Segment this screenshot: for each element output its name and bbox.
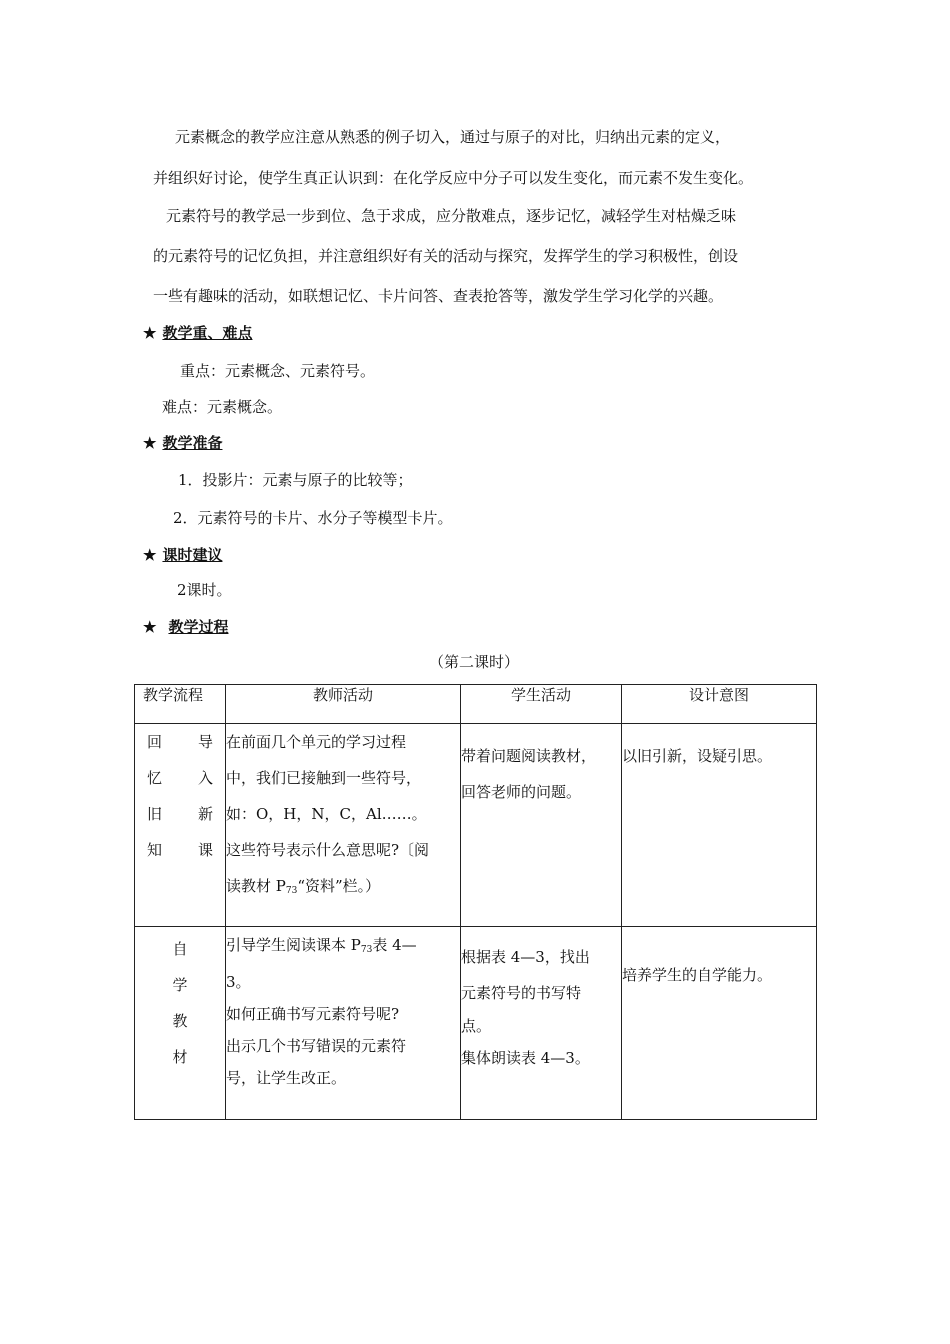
table-row xyxy=(135,724,817,927)
prep-item-2: 2．元素符号的卡片、水分子等模型卡片。 xyxy=(173,509,453,527)
star-icon: ★ xyxy=(143,546,157,564)
process-heading xyxy=(143,617,228,637)
table-header-row xyxy=(135,685,817,724)
hours-heading xyxy=(143,545,222,565)
flow-chars: 自 学 教 材 xyxy=(172,940,188,1066)
star-icon: ★ xyxy=(143,618,157,636)
key-points-title: 教学重、难点 xyxy=(162,324,253,342)
intro-paragraph-2-line-1: 元素符号的教学忌一步到位、急于求成，应分散难点，逐步记忆，减轻学生对枯燥乏味 xyxy=(166,207,737,225)
hours-title: 课时建议 xyxy=(162,546,223,564)
flow-cell-review xyxy=(135,724,226,927)
teacher-activity-cell: 在前面几个单元的学习过程 中，我们已接触到一些符号， 如：O，H，N，C，Al……。 这些符号表示什么意思呢?〔阅 读教材 $P_{73}“$资料”栏。） xyxy=(226,724,461,927)
flow-chars: 回 导 忆 入 旧 新 知 课 xyxy=(147,733,213,859)
key-point-text: 重点：元素概念、元素符号。 xyxy=(180,362,376,380)
header-cell-intent: 设计意图 xyxy=(622,685,817,724)
star-icon: ★ xyxy=(143,324,157,342)
header-cell-teacher: 教师活动 xyxy=(226,685,461,724)
star-icon: ★ xyxy=(143,434,157,452)
student-activity-cell: 带着问题阅读教材， 回答老师的问题。 xyxy=(461,724,622,927)
student-activity-cell: 根据表 4—3，找出 元素符号的书写特 点。 集体朗读表 4—3。 xyxy=(461,927,622,1120)
process-title: 教学过程 xyxy=(168,618,229,636)
design-intent-cell: 培养学生的自学能力。 xyxy=(622,927,817,1120)
intro-paragraph-2-line-2: 的元素符号的记忆负担，并注意组织好有关的活动与探究，发挥学生的学习积极性，创设 xyxy=(153,247,739,265)
header-cell-student: 学生活动 xyxy=(461,685,622,724)
prep-title: 教学准备 xyxy=(162,434,223,452)
table-row xyxy=(135,927,817,1120)
lesson-table xyxy=(134,684,817,1120)
difficult-point-text: 难点：元素概念。 xyxy=(162,398,283,416)
teacher-activity-cell: 引导学生阅读课本 $P_{73}$表 4— 3。 如何正确书写元素符号呢? 出示几个书写错误的元素符 号，让学生改正。 xyxy=(226,927,461,1120)
design-intent-cell: 以旧引新，设疑引思。 xyxy=(622,724,817,927)
lesson-label: （第二课时） xyxy=(429,653,520,671)
intro-paragraph-2-line-3: 一些有趣味的活动，如联想记忆、卡片问答、查表抢答等，激发学生学习化学的兴趣。 xyxy=(153,287,724,305)
header-cell-flow: 教学流程 xyxy=(135,685,226,724)
intro-paragraph-1-line-2: 并组织好讨论，使学生真正认识到：在化学反应中分子可以发生变化，而元素不发生变化。 xyxy=(153,169,754,187)
key-points-heading xyxy=(143,323,252,343)
flow-cell-self-study xyxy=(135,927,226,1120)
prep-item-1: 1．投影片：元素与原子的比较等； xyxy=(178,471,413,489)
hours-text: 2课时。 xyxy=(177,581,232,599)
prep-heading xyxy=(143,433,222,453)
intro-paragraph-1-line-1: 元素概念的教学应注意从熟悉的例子切入，通过与原子的对比，归纳出元素的定义， xyxy=(175,128,731,146)
